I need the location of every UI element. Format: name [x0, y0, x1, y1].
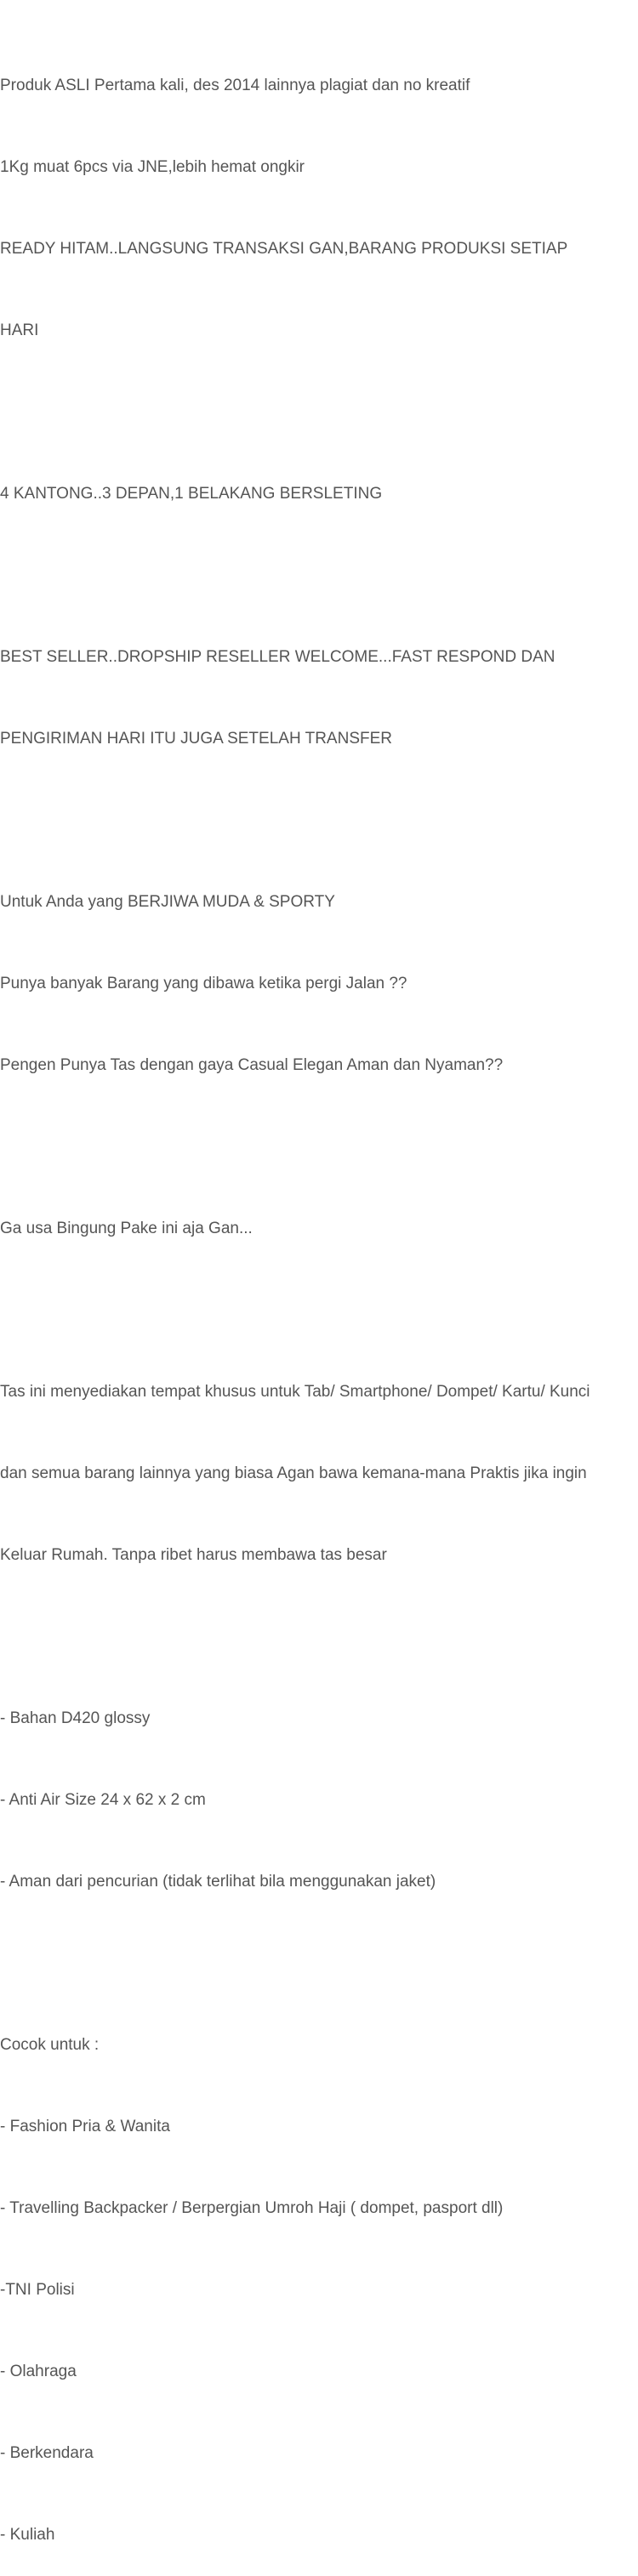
description-line: Punya banyak Barang yang dibawa ketika pergi Jalan ??: [0, 975, 407, 992]
description-line: BEST SELLER..DROPSHIP RESELLER WELCOME...FAST RESPOND DAN: [0, 648, 555, 666]
description-line: Keluar Rumah. Tanpa ribet harus membawa tas besar: [0, 1546, 387, 1564]
description-line: Ga usa Bingung Pake ini aja Gan...: [0, 1220, 253, 1237]
feature-item: - Anti Air Size 24 x 62 x 2 cm: [0, 1791, 206, 1809]
description-line: READY HITAM..LANGSUNG TRANSAKSI GAN,BARANG PRODUKSI SETIAP: [0, 240, 568, 258]
blank-line: [0, 1297, 638, 1324]
description-line: 1Kg muat 6pcs via JNE,lebih hemat ongkir: [0, 158, 305, 176]
description-line: 4 KANTONG..3 DEPAN,1 BELAKANG BERSLETING: [0, 485, 383, 503]
blank-line: [0, 807, 638, 834]
suitable-for-item: - Fashion Pria & Wanita: [0, 2118, 170, 2135]
description-line: Tas ini menyediakan tempat khusus untuk Tab/ Smartphone/ Dompet/ Kartu/ Kunci: [0, 1383, 590, 1401]
feature-item: - Aman dari pencurian (tidak terlihat bila menggunakan jaket): [0, 1873, 436, 1891]
feature-item: - Bahan D420 glossy: [0, 1709, 151, 1727]
description-line: HARI: [0, 321, 39, 339]
product-description: [0, 18, 638, 2576]
suitable-for-item: - Kuliah: [0, 2526, 55, 2544]
suitable-for-item: - Travelling Backpacker / Berpergian Umroh Haji ( dompet, pasport dll): [0, 2199, 504, 2217]
blank-line: [0, 1624, 638, 1651]
blank-line: [0, 1950, 638, 1977]
description-line: Untuk Anda yang BERJIWA MUDA & SPORTY: [0, 893, 335, 911]
suitable-for-item: -TNI Polisi: [0, 2281, 75, 2299]
blank-line: [0, 399, 638, 426]
suitable-for-item: - Olahraga: [0, 2363, 77, 2380]
suitable-for-item: - Berkendara: [0, 2444, 94, 2462]
description-line: PENGIRIMAN HARI ITU JUGA SETELAH TRANSFER: [0, 730, 393, 748]
description-line: Produk ASLI Pertama kali, des 2014 lainnya plagiat dan no kreatif: [0, 77, 470, 94]
description-line: dan semua barang lainnya yang biasa Agan bawa kemana-mana Praktis jika ingin: [0, 1464, 587, 1482]
blank-line: [0, 1134, 638, 1161]
description-line: Pengen Punya Tas dengan gaya Casual Elegan Aman dan Nyaman??: [0, 1056, 504, 1074]
suitable-for-heading: Cocok untuk :: [0, 2036, 100, 2054]
blank-line: [0, 562, 638, 589]
